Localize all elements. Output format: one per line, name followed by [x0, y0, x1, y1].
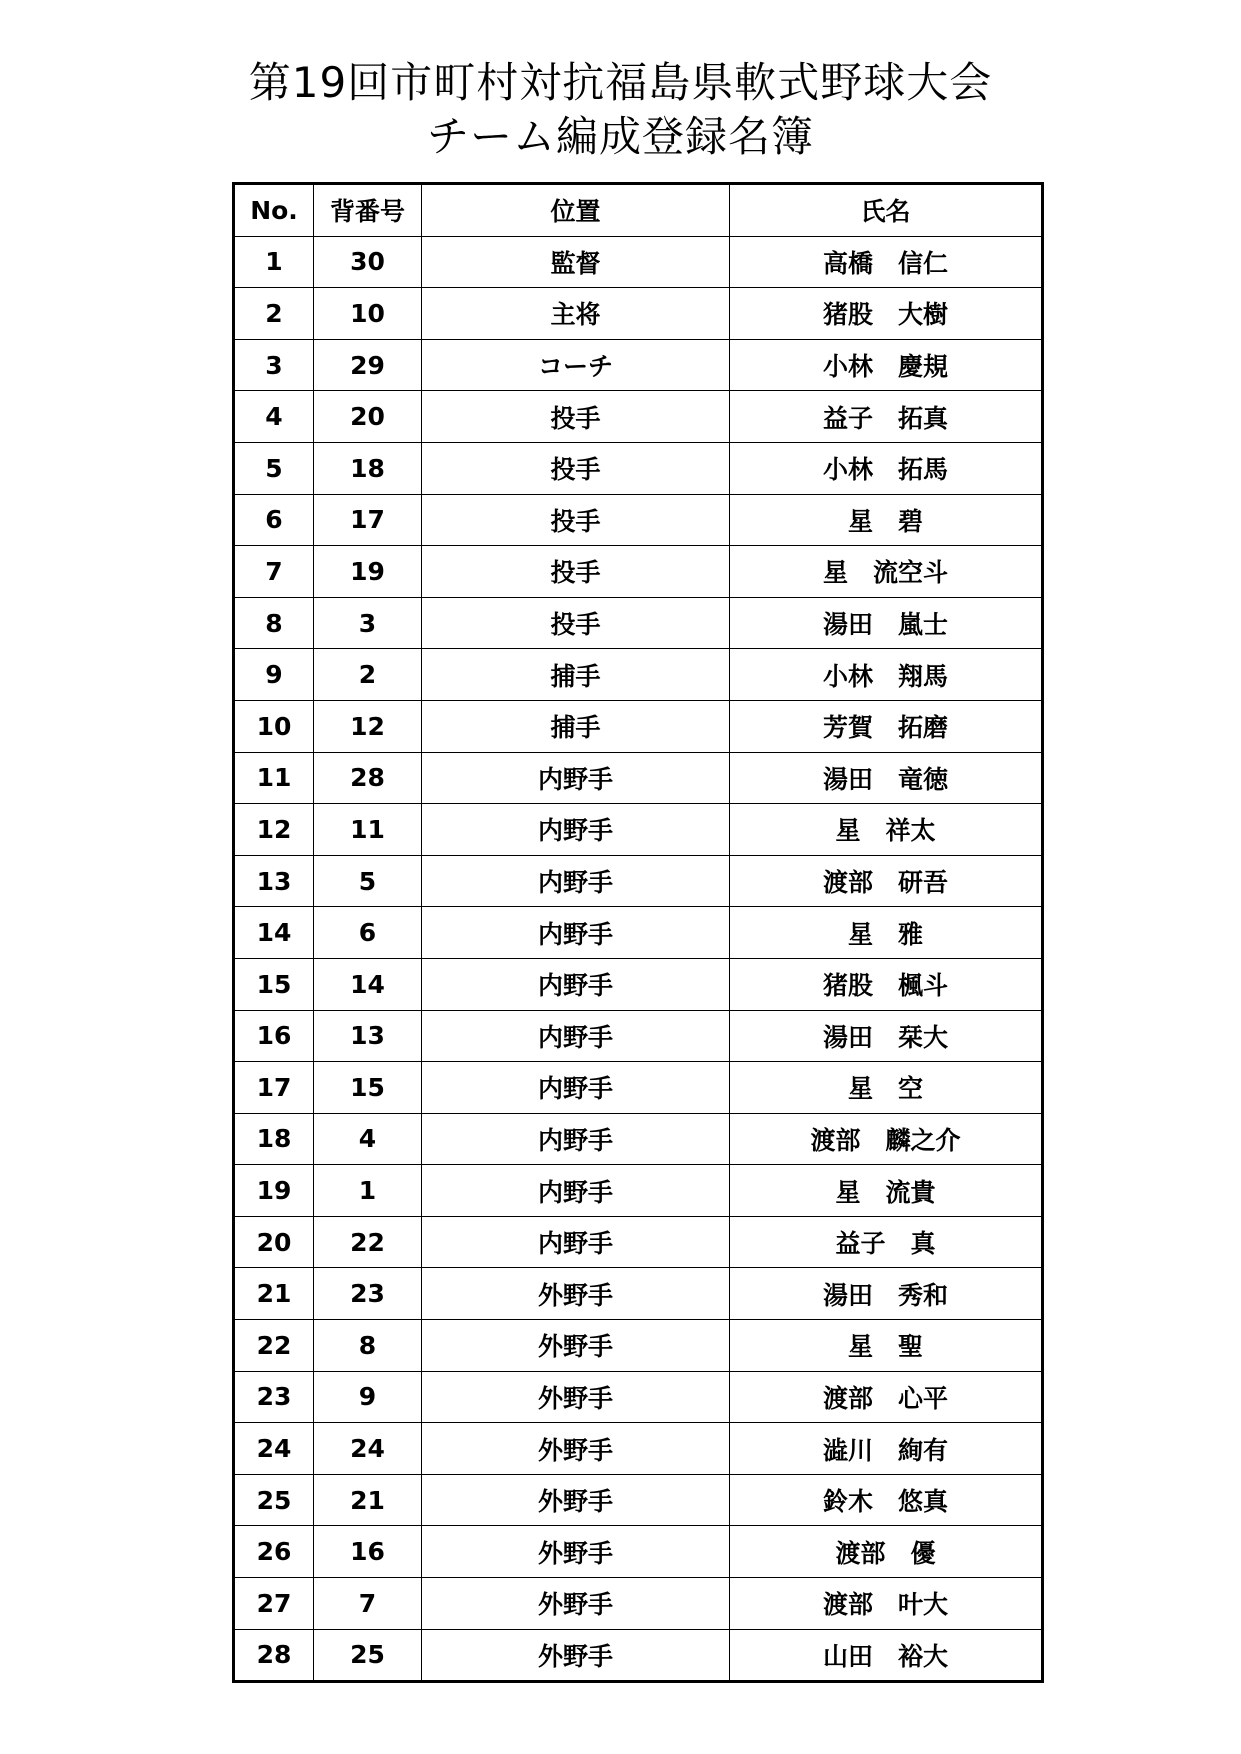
cell-name: 渡部 叶大 — [730, 1578, 1043, 1630]
cell-uniform-number: 9 — [314, 1371, 422, 1423]
cell-name: 猪股 大樹 — [730, 288, 1043, 340]
table-row — [234, 288, 1043, 340]
cell-no: 9 — [234, 649, 314, 701]
cell-no: 14 — [234, 907, 314, 959]
cell-no: 5 — [234, 442, 314, 494]
cell-uniform-number: 5 — [314, 855, 422, 907]
cell-no: 26 — [234, 1526, 314, 1578]
cell-name: 湯田 秀和 — [730, 1268, 1043, 1320]
table-row — [234, 752, 1043, 804]
cell-name: 小林 慶規 — [730, 339, 1043, 391]
cell-uniform-number: 21 — [314, 1474, 422, 1526]
cell-uniform-number: 14 — [314, 958, 422, 1010]
table-row — [234, 1216, 1043, 1268]
table-row — [234, 804, 1043, 856]
cell-name: 渡部 心平 — [730, 1371, 1043, 1423]
cell-no: 21 — [234, 1268, 314, 1320]
cell-no: 15 — [234, 958, 314, 1010]
header-row — [234, 184, 1043, 237]
table-row — [234, 649, 1043, 701]
cell-name: 猪股 楓斗 — [730, 958, 1043, 1010]
table-row — [234, 1371, 1043, 1423]
cell-no: 27 — [234, 1578, 314, 1630]
cell-uniform-number: 13 — [314, 1010, 422, 1062]
cell-no: 20 — [234, 1216, 314, 1268]
table-row — [234, 1113, 1043, 1165]
document-subtitle: チーム編成登録名簿 — [426, 112, 814, 161]
cell-no: 28 — [234, 1629, 314, 1682]
cell-uniform-number: 11 — [314, 804, 422, 856]
cell-position: 内野手 — [422, 1216, 730, 1268]
cell-uniform-number: 8 — [314, 1320, 422, 1372]
table-row — [234, 1010, 1043, 1062]
cell-name: 湯田 嵐士 — [730, 597, 1043, 649]
table-row — [234, 958, 1043, 1010]
cell-position: 内野手 — [422, 855, 730, 907]
cell-no: 11 — [234, 752, 314, 804]
roster-table-header — [234, 184, 1043, 237]
cell-name: 芳賀 拓磨 — [730, 700, 1043, 752]
cell-name: 渡部 優 — [730, 1526, 1043, 1578]
cell-no: 25 — [234, 1474, 314, 1526]
cell-uniform-number: 17 — [314, 494, 422, 546]
cell-position: 投手 — [422, 597, 730, 649]
cell-name: 星 空 — [730, 1062, 1043, 1114]
cell-uniform-number: 10 — [314, 288, 422, 340]
table-row — [234, 597, 1043, 649]
cell-uniform-number: 2 — [314, 649, 422, 701]
cell-position: 投手 — [422, 391, 730, 443]
cell-position: 主将 — [422, 288, 730, 340]
cell-uniform-number: 6 — [314, 907, 422, 959]
cell-name: 小林 翔馬 — [730, 649, 1043, 701]
cell-uniform-number: 4 — [314, 1113, 422, 1165]
cell-name: 益子 真 — [730, 1216, 1043, 1268]
cell-name: 益子 拓真 — [730, 391, 1043, 443]
table-row — [234, 494, 1043, 546]
cell-uniform-number: 19 — [314, 546, 422, 598]
cell-uniform-number: 12 — [314, 700, 422, 752]
cell-no: 22 — [234, 1320, 314, 1372]
cell-position: 外野手 — [422, 1268, 730, 1320]
cell-name: 湯田 栞大 — [730, 1010, 1043, 1062]
cell-uniform-number: 30 — [314, 236, 422, 288]
cell-uniform-number: 16 — [314, 1526, 422, 1578]
table-row — [234, 546, 1043, 598]
roster-table — [232, 182, 1044, 1683]
table-row — [234, 700, 1043, 752]
cell-uniform-number: 25 — [314, 1629, 422, 1682]
cell-no: 24 — [234, 1423, 314, 1475]
cell-no: 23 — [234, 1371, 314, 1423]
cell-no: 18 — [234, 1113, 314, 1165]
table-row — [234, 1578, 1043, 1630]
table-row — [234, 1474, 1043, 1526]
cell-no: 4 — [234, 391, 314, 443]
cell-position: 投手 — [422, 546, 730, 598]
cell-no: 19 — [234, 1165, 314, 1217]
cell-name: 星 碧 — [730, 494, 1043, 546]
cell-position: 捕手 — [422, 700, 730, 752]
cell-name: 星 雅 — [730, 907, 1043, 959]
cell-position: 内野手 — [422, 1010, 730, 1062]
cell-position: 内野手 — [422, 804, 730, 856]
table-row — [234, 907, 1043, 959]
cell-uniform-number: 1 — [314, 1165, 422, 1217]
cell-uniform-number: 3 — [314, 597, 422, 649]
cell-uniform-number: 28 — [314, 752, 422, 804]
cell-no: 3 — [234, 339, 314, 391]
cell-name: 鈴木 悠真 — [730, 1474, 1043, 1526]
cell-position: 外野手 — [422, 1629, 730, 1682]
header-uniform-number: 背番号 — [314, 184, 422, 237]
table-row — [234, 442, 1043, 494]
cell-position: 外野手 — [422, 1474, 730, 1526]
cell-position: 内野手 — [422, 1165, 730, 1217]
cell-position: 外野手 — [422, 1526, 730, 1578]
roster-table-body — [234, 236, 1043, 1682]
cell-uniform-number: 22 — [314, 1216, 422, 1268]
table-row — [234, 1629, 1043, 1682]
table-row — [234, 391, 1043, 443]
cell-uniform-number: 20 — [314, 391, 422, 443]
header-name: 氏名 — [730, 184, 1043, 237]
cell-name: 高橋 信仁 — [730, 236, 1043, 288]
cell-uniform-number: 24 — [314, 1423, 422, 1475]
table-row — [234, 1526, 1043, 1578]
cell-name: 星 聖 — [730, 1320, 1043, 1372]
cell-no: 10 — [234, 700, 314, 752]
cell-uniform-number: 7 — [314, 1578, 422, 1630]
cell-position: 外野手 — [422, 1371, 730, 1423]
cell-name: 星 流空斗 — [730, 546, 1043, 598]
header-position: 位置 — [422, 184, 730, 237]
cell-position: 捕手 — [422, 649, 730, 701]
table-row — [234, 1165, 1043, 1217]
table-row — [234, 855, 1043, 907]
table-row — [234, 1423, 1043, 1475]
cell-position: 外野手 — [422, 1320, 730, 1372]
cell-no: 8 — [234, 597, 314, 649]
cell-position: 投手 — [422, 442, 730, 494]
cell-position: 内野手 — [422, 958, 730, 1010]
cell-name: 小林 拓馬 — [730, 442, 1043, 494]
document-title: 第19回市町村対抗福島県軟式野球大会 — [248, 58, 993, 107]
cell-name: 澁川 絢有 — [730, 1423, 1043, 1475]
cell-no: 6 — [234, 494, 314, 546]
table-row — [234, 236, 1043, 288]
cell-name: 湯田 竜徳 — [730, 752, 1043, 804]
cell-name: 渡部 麟之介 — [730, 1113, 1043, 1165]
cell-position: 内野手 — [422, 1113, 730, 1165]
cell-uniform-number: 23 — [314, 1268, 422, 1320]
cell-position: 内野手 — [422, 907, 730, 959]
cell-no: 2 — [234, 288, 314, 340]
cell-name: 渡部 研吾 — [730, 855, 1043, 907]
cell-no: 13 — [234, 855, 314, 907]
cell-no: 17 — [234, 1062, 314, 1114]
cell-position: 投手 — [422, 494, 730, 546]
cell-no: 7 — [234, 546, 314, 598]
cell-position: コーチ — [422, 339, 730, 391]
cell-position: 外野手 — [422, 1578, 730, 1630]
cell-no: 16 — [234, 1010, 314, 1062]
cell-position: 内野手 — [422, 1062, 730, 1114]
cell-uniform-number: 29 — [314, 339, 422, 391]
table-row — [234, 1268, 1043, 1320]
cell-uniform-number: 18 — [314, 442, 422, 494]
cell-position: 外野手 — [422, 1423, 730, 1475]
cell-uniform-number: 15 — [314, 1062, 422, 1114]
header-no: No. — [234, 184, 314, 237]
table-row — [234, 1062, 1043, 1114]
cell-no: 1 — [234, 236, 314, 288]
table-row — [234, 1320, 1043, 1372]
cell-name: 星 流貴 — [730, 1165, 1043, 1217]
cell-name: 星 祥太 — [730, 804, 1043, 856]
table-row — [234, 339, 1043, 391]
cell-position: 監督 — [422, 236, 730, 288]
cell-position: 内野手 — [422, 752, 730, 804]
cell-name: 山田 裕大 — [730, 1629, 1043, 1682]
cell-no: 12 — [234, 804, 314, 856]
